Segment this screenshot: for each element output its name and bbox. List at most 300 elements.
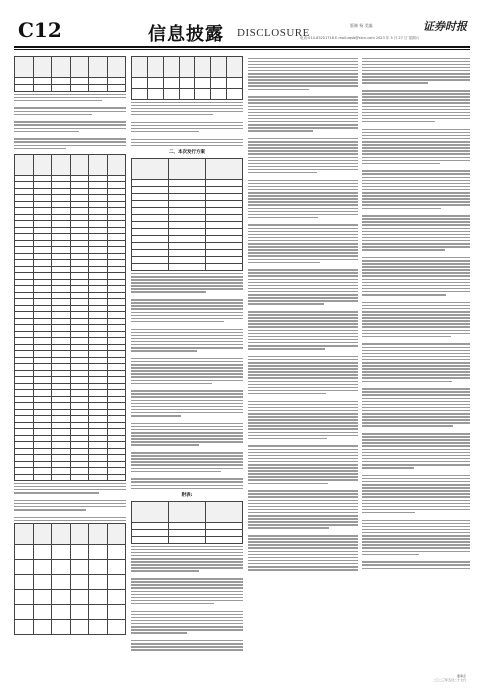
text-line: [131, 643, 243, 645]
text-line: [248, 130, 313, 132]
project-list-table: [14, 154, 126, 482]
text-block: [131, 546, 243, 651]
text-line: [248, 189, 358, 191]
text-line: [248, 112, 358, 114]
text-line: [248, 455, 358, 457]
text-line: [248, 192, 358, 194]
text-block: [248, 58, 358, 571]
text-line: [362, 109, 470, 111]
text-line: [248, 262, 320, 264]
text-line: [131, 318, 243, 320]
text-line: [362, 201, 470, 203]
text-line: [14, 145, 126, 147]
text-line: [362, 401, 470, 403]
text-line: [248, 569, 358, 571]
text-line: [248, 435, 358, 437]
text-line: [362, 221, 470, 223]
text-line: [248, 58, 358, 60]
text-line: [248, 407, 358, 409]
appendix-table: [131, 501, 243, 544]
text-line: [248, 153, 358, 155]
text-line: [248, 147, 358, 149]
text-line: [248, 138, 358, 140]
text-line: [131, 299, 243, 301]
text-line: [131, 632, 187, 634]
text-line: [131, 611, 243, 613]
text-line: [131, 105, 243, 107]
text-block: [131, 273, 243, 489]
text-line: [362, 153, 470, 155]
text-line: [248, 362, 358, 364]
text-line: [362, 475, 470, 477]
text-line: [248, 79, 358, 81]
text-line: [14, 94, 126, 96]
text-line: [248, 163, 358, 165]
text-line: [131, 312, 243, 314]
text-line: [131, 114, 213, 116]
text-line: [362, 285, 470, 287]
text-line: [362, 266, 470, 268]
text-line: [362, 425, 453, 427]
text-line: [131, 364, 243, 366]
section-title: 信息披露: [148, 24, 224, 45]
text-line: [131, 125, 243, 127]
text-line: [362, 529, 470, 531]
text-line: [362, 121, 435, 123]
text-line: [248, 64, 358, 66]
text-line: [362, 449, 470, 451]
text-line: [362, 215, 470, 217]
text-line: [14, 97, 126, 99]
text-line: [362, 311, 470, 313]
appendix-heading: 附表:: [181, 493, 193, 499]
text-line: [131, 461, 243, 463]
text-line: [362, 170, 470, 172]
text-line: [362, 496, 470, 498]
text-line: [362, 422, 470, 424]
text-line: [131, 131, 199, 133]
text-line: [362, 144, 470, 146]
text-line: [131, 629, 243, 631]
text-line: [362, 535, 470, 537]
text-line: [362, 391, 470, 393]
text-line: [248, 211, 358, 213]
text-line: [248, 231, 358, 233]
text-line: [131, 455, 243, 457]
text-line: [131, 584, 243, 586]
text-line: [131, 376, 243, 378]
text-line: [131, 561, 243, 563]
text-line: [248, 240, 358, 242]
text-line: [248, 541, 358, 543]
bottom-table: [14, 523, 126, 635]
text-line: [362, 308, 470, 310]
text-line: [14, 148, 66, 150]
text-line: [248, 359, 358, 361]
text-line: [248, 339, 358, 341]
text-line: [362, 115, 470, 117]
text-line: [248, 144, 358, 146]
text-line: [131, 288, 243, 290]
text-line: [362, 112, 470, 114]
text-line: [248, 401, 358, 403]
text-line: [131, 429, 243, 431]
text-line: [362, 204, 470, 206]
text-line: [248, 237, 358, 239]
text-line: [248, 538, 358, 540]
text-line: [131, 380, 243, 382]
text-line: [131, 108, 243, 110]
text-line: [248, 150, 358, 152]
text-line: [248, 172, 317, 174]
text-line: [362, 82, 428, 84]
text-line: [362, 257, 470, 259]
text-line: [362, 526, 470, 528]
text-line: [362, 157, 470, 159]
text-line: [248, 356, 358, 358]
text-line: [14, 141, 126, 143]
text-line: [131, 390, 243, 392]
text-line: [362, 314, 470, 316]
text-line: [362, 163, 440, 165]
text-line: [248, 493, 358, 495]
text-line: [14, 500, 126, 502]
text-line: [248, 551, 358, 553]
text-line: [362, 398, 470, 400]
text-line: [248, 560, 358, 562]
text-line: [131, 438, 243, 440]
text-line: [131, 649, 243, 651]
text-line: [131, 578, 243, 580]
text-line: [248, 554, 358, 556]
text-line: [362, 243, 470, 245]
text-line: [248, 524, 358, 526]
text-line: [248, 512, 358, 514]
text-line: [248, 279, 358, 281]
page-header: [0, 0, 484, 48]
text-line: [248, 214, 358, 216]
column-4: [362, 56, 470, 571]
text-line: [131, 549, 243, 551]
text-line: [362, 218, 470, 220]
text-line: [248, 390, 358, 392]
text-line: [131, 335, 243, 337]
text-line: [131, 441, 243, 443]
text-line: [248, 228, 358, 230]
summary-table: [14, 56, 126, 92]
text-line: [131, 623, 243, 625]
text-line: [248, 96, 358, 98]
text-line: [248, 506, 358, 508]
text-line: [131, 383, 212, 385]
text-line: [14, 520, 126, 522]
text-line: [362, 347, 470, 349]
text-line: [131, 102, 243, 104]
text-line: [362, 541, 470, 543]
text-line: [131, 546, 243, 548]
text-line: [248, 160, 358, 162]
text-block: [362, 58, 470, 569]
text-line: [362, 523, 470, 525]
text-line: [14, 124, 126, 126]
text-line: [362, 263, 470, 265]
text-line: [248, 381, 358, 383]
text-line: [131, 358, 243, 360]
text-line: [248, 320, 358, 322]
text-line: [248, 342, 358, 344]
newspaper-masthead-logo: 证券时报: [423, 20, 467, 33]
text-line: [131, 338, 243, 340]
text-line: [362, 490, 470, 492]
text-line: [362, 356, 470, 358]
text-line: [362, 544, 470, 546]
text-line: [14, 121, 126, 123]
text-line: [248, 419, 358, 421]
text-line: [248, 374, 358, 376]
text-line: [248, 102, 358, 104]
text-line: [248, 500, 358, 502]
text-line: [362, 234, 470, 236]
text-line: [248, 317, 358, 319]
text-line: [248, 371, 358, 373]
text-line: [131, 344, 243, 346]
text-line: [362, 64, 470, 66]
text-line: [362, 58, 470, 60]
text-line: [248, 294, 358, 296]
text-line: [131, 423, 243, 425]
text-line: [362, 198, 470, 200]
text-line: [362, 455, 470, 457]
text-line: [248, 393, 326, 395]
text-line: [362, 269, 470, 271]
text-line: [248, 432, 358, 434]
text-line: [131, 128, 243, 130]
text-line: [131, 122, 243, 124]
text-line: [14, 107, 126, 109]
text-line: [248, 109, 358, 111]
text-line: [131, 478, 243, 480]
text-line: [362, 231, 470, 233]
text-line: [131, 481, 243, 483]
text-line: [131, 273, 243, 275]
text-line: [362, 487, 470, 489]
text-line: [248, 70, 358, 72]
text-line: [362, 282, 470, 284]
text-line: [131, 432, 243, 434]
section-title-en: DISCLOSURE: [237, 27, 310, 39]
text-line: [362, 132, 470, 134]
text-line: [248, 61, 358, 63]
text-line: [248, 323, 358, 325]
text-line: [131, 321, 224, 323]
text-line: [362, 464, 470, 466]
text-line: [248, 326, 358, 328]
text-line: [248, 311, 358, 313]
text-line: [131, 600, 243, 602]
header-rule-thin: [14, 49, 470, 50]
text-line: [362, 407, 470, 409]
text-line: [362, 374, 470, 376]
text-line: [362, 506, 470, 508]
text-line: [248, 198, 358, 200]
text-line: [131, 393, 243, 395]
text-line: [362, 177, 470, 179]
text-line: [131, 640, 243, 642]
text-line: [362, 192, 470, 194]
text-line: [131, 412, 243, 414]
text-line: [248, 330, 358, 332]
text-line: [362, 90, 470, 92]
text-line: [248, 124, 358, 126]
text-line: [362, 520, 470, 522]
text-line: [248, 224, 358, 226]
text-line: [362, 246, 470, 248]
text-line: [362, 326, 470, 328]
text-line: [362, 272, 470, 274]
text-line: [248, 410, 358, 412]
text-line: [248, 186, 358, 188]
text-line: [248, 503, 358, 505]
text-line: [248, 89, 309, 91]
text-line: [131, 396, 243, 398]
text-line: [131, 305, 243, 307]
text-line: [14, 111, 126, 113]
text-line: [362, 141, 470, 143]
text-line: [248, 169, 358, 171]
text-line: [248, 234, 358, 236]
text-line: [362, 365, 470, 367]
text-line: [362, 353, 470, 355]
text-line: [362, 237, 470, 239]
text-line: [362, 189, 470, 191]
text-line: [362, 388, 470, 390]
text-line: [362, 150, 470, 152]
text-line: [14, 128, 126, 130]
text-line: [131, 329, 243, 331]
text-line: [14, 100, 102, 102]
text-line: [248, 67, 358, 69]
text-line: [248, 333, 358, 335]
text-line: [248, 99, 358, 101]
text-line: [362, 138, 470, 140]
text-line: [131, 142, 243, 144]
text-line: [248, 527, 329, 529]
text-line: [362, 317, 470, 319]
text-line: [362, 442, 470, 444]
text-line: [362, 330, 470, 332]
issuance-plan-table: [131, 158, 243, 271]
text-line: [131, 587, 243, 589]
text-line: [131, 444, 199, 446]
text-line: [248, 208, 358, 210]
text-line: [362, 413, 470, 415]
text-line: [248, 195, 358, 197]
text-line: [14, 517, 126, 519]
text-line: [248, 458, 358, 460]
text-line: [362, 568, 470, 570]
text-line: [248, 483, 328, 485]
text-line: [362, 195, 470, 197]
text-line: [131, 285, 243, 287]
text-line: [248, 479, 358, 481]
text-line: [131, 315, 243, 317]
text-line: [131, 276, 243, 278]
text-line: [14, 509, 86, 511]
text-line: [362, 93, 470, 95]
text-line: [362, 79, 470, 81]
text-line: [131, 646, 243, 648]
text-line: [248, 180, 358, 182]
text-line: [131, 464, 243, 466]
text-line: [131, 291, 206, 293]
text-line: [362, 419, 470, 421]
text-line: [362, 249, 445, 251]
text-line: [248, 404, 358, 406]
text-line: [362, 554, 419, 556]
contact-line: 电话:010-83251716 E-mail:zqsb@stcn.com 2023 年 5 月 27 日 星期六: [300, 36, 420, 40]
text-line: [362, 275, 470, 277]
text-block: [14, 94, 126, 154]
text-line: [248, 515, 358, 517]
text-line: [362, 484, 470, 486]
text-line: [131, 139, 243, 141]
text-line: [362, 532, 470, 534]
text-line: [14, 483, 126, 485]
signature-line-2: 二〇二三年五月二十七日: [432, 678, 466, 682]
text-line: [131, 302, 243, 304]
text-line: [248, 115, 358, 117]
text-line: [362, 368, 470, 370]
text-line: [248, 259, 358, 261]
text-line: [131, 614, 243, 616]
text-line: [362, 509, 470, 511]
text-line: [362, 180, 470, 182]
text-line: [362, 302, 470, 304]
text-line: [248, 201, 358, 203]
text-line: [248, 255, 358, 257]
text-line: [362, 224, 470, 226]
text-line: [362, 343, 470, 345]
text-line: [131, 468, 243, 470]
text-line: [131, 567, 243, 569]
text-line: [248, 166, 358, 168]
text-line: [362, 129, 470, 131]
text-line: [131, 403, 243, 405]
text-line: [362, 135, 470, 137]
table-heading: 二、本次发行方案: [169, 150, 205, 156]
text-line: [362, 320, 470, 322]
text-line: [131, 406, 243, 408]
text-line: [362, 288, 470, 290]
text-line: [362, 350, 470, 352]
text-line: [362, 186, 470, 188]
text-line: [131, 361, 243, 363]
text-line: [248, 275, 358, 277]
text-line: [131, 558, 243, 560]
text-line: [248, 141, 358, 143]
text-line: [362, 183, 470, 185]
text-line: [248, 303, 324, 305]
text-line: [131, 341, 243, 343]
text-line: [131, 620, 243, 622]
text-line: [362, 410, 470, 412]
text-line: [248, 422, 358, 424]
text-line: [131, 145, 243, 147]
text-line: [248, 428, 358, 430]
page-number: C12: [18, 18, 62, 42]
text-line: [131, 591, 243, 593]
text-line: [248, 473, 358, 475]
